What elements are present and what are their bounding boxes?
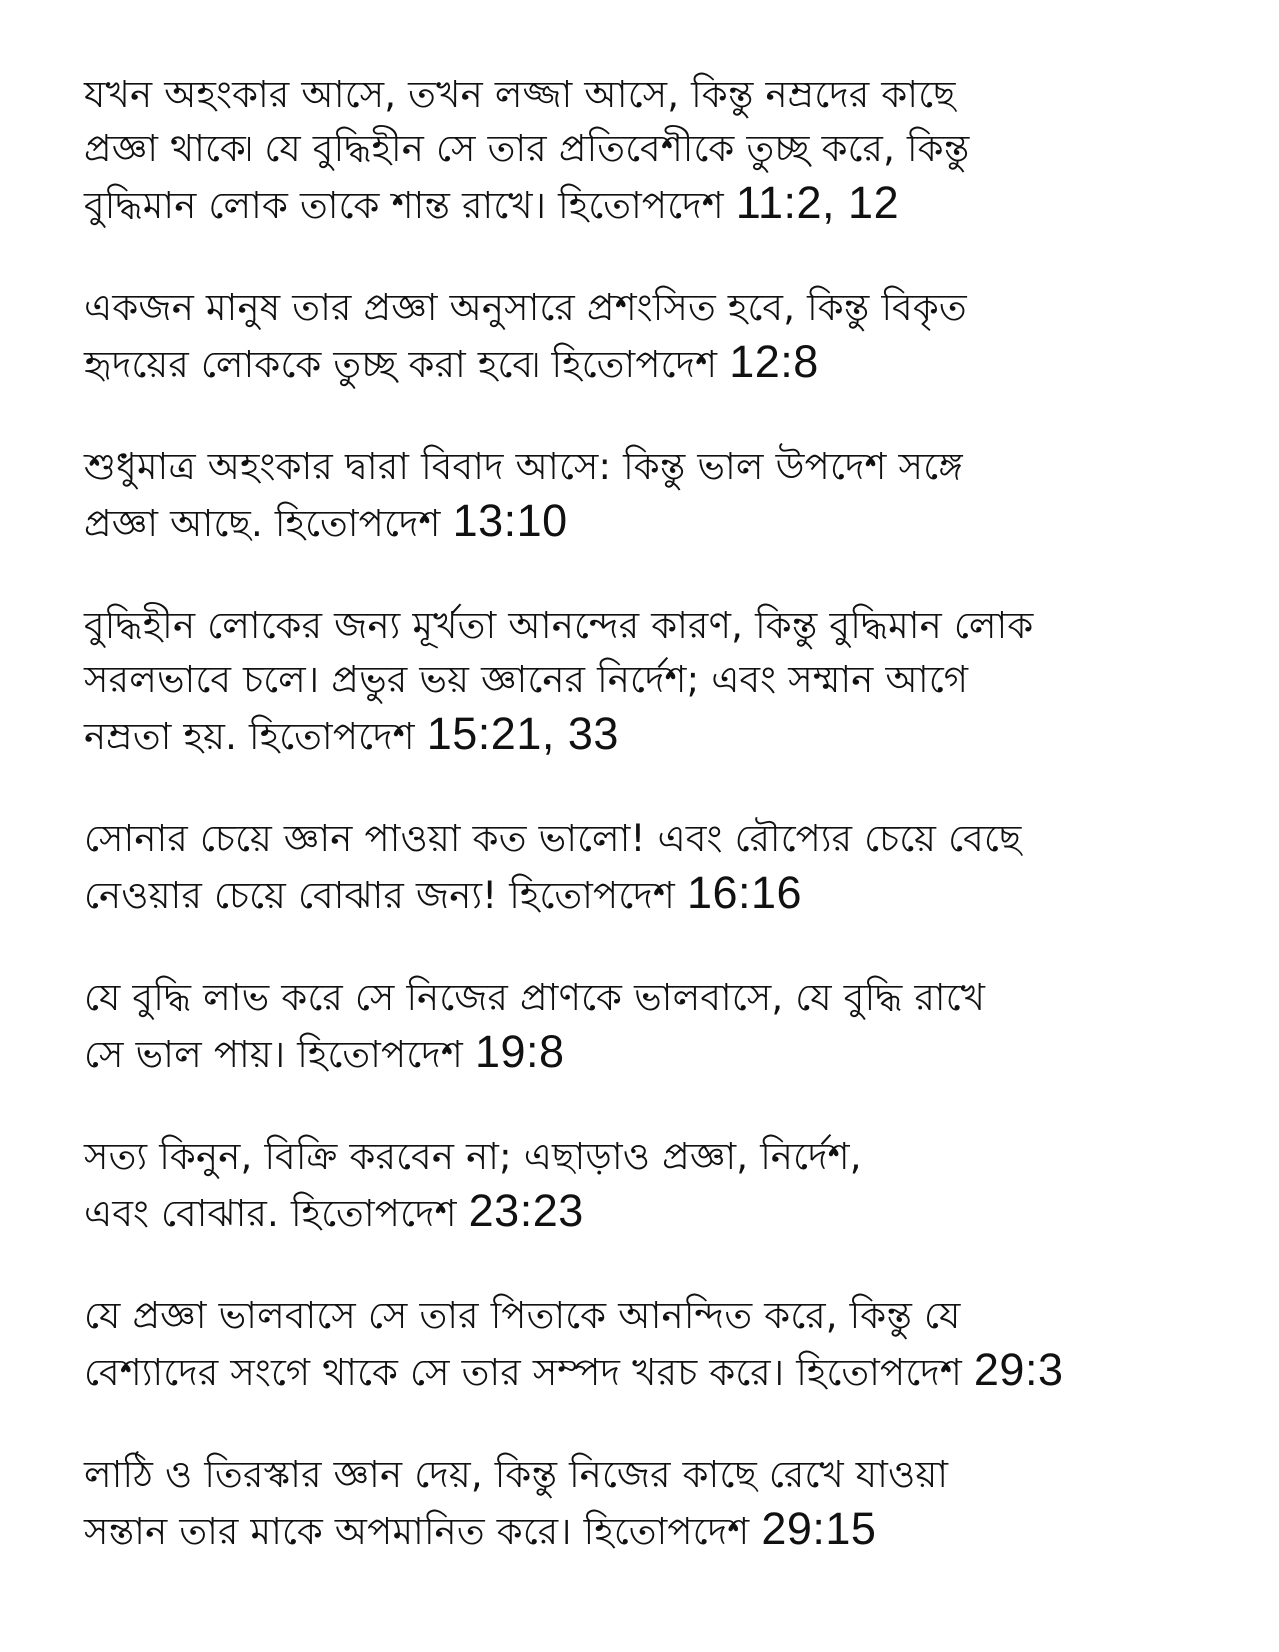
verse-line-with-ref <box>84 335 1224 392</box>
verse-line-with-ref <box>84 176 1224 233</box>
verse-text: বেশ্যাদের সংগে থাকে সে তার সম্পদ খরচ করে। হিতোপদেশ <box>84 1351 962 1394</box>
verse-line: যে বুদ্ধি লাভ করে সে নিজের প্রাণকে ভালবাসে, যে বুদ্ধি রাখে <box>84 976 986 1019</box>
verse-reference: 29:3 <box>973 1344 1064 1395</box>
verse-text: সন্তান তার মাকে অপমানিত করে। হিতোপদেশ <box>84 1510 750 1553</box>
verse-line: একজন মানুষ তার প্রজ্ঞা অনুসারে প্রশংসিত হবে, কিন্তু বিকৃত <box>84 286 967 329</box>
verse-reference: 23:23 <box>468 1185 584 1236</box>
verse-8 <box>84 1289 1224 1400</box>
verse-list <box>84 68 1224 1607</box>
verse-line: লাঠি ও তিরস্কার জ্ঞান দেয়, কিন্তু নিজের কাছে রেখে যাওয়া <box>84 1453 949 1496</box>
verse-reference: 15:21, 33 <box>426 708 619 759</box>
verse-text: হৃদয়ের লোককে তুচ্ছ করা হবে৷ হিতোপদেশ <box>84 343 718 386</box>
verse-line-with-ref <box>84 1025 1224 1082</box>
verse-text: এবং বোঝার. হিতোপদেশ <box>84 1192 457 1235</box>
verse-text: সে ভাল পায়। হিতোপদেশ <box>84 1033 463 1076</box>
verse-line: বুদ্ধিহীন লোকের জন্য মূর্খতা আনন্দের কারণ, কিন্তু বুদ্ধিমান লোক <box>84 604 1034 647</box>
verse-line-with-ref <box>84 866 1224 923</box>
verse-text: প্রজ্ঞা আছে. হিতোপদেশ <box>84 502 441 545</box>
verse-line: প্রজ্ঞা থাকে৷ যে বুদ্ধিহীন সে তার প্রতিবেশীকে তুচ্ছ করে, কিন্তু <box>84 127 970 170</box>
verse-2 <box>84 281 1224 392</box>
verse-1 <box>84 68 1224 233</box>
verse-7 <box>84 1130 1224 1241</box>
verse-line-with-ref <box>84 707 1224 764</box>
verse-line-with-ref <box>84 1184 1224 1241</box>
verse-line: সোনার চেয়ে জ্ঞান পাওয়া কত ভালো! এবং রৌপ্যের চেয়ে বেছে <box>84 817 1022 860</box>
verse-reference: 13:10 <box>452 495 568 546</box>
verse-reference: 29:15 <box>761 1503 877 1554</box>
verse-reference: 11:2, 12 <box>735 177 900 228</box>
verse-4 <box>84 599 1224 764</box>
verse-line-with-ref <box>84 494 1224 551</box>
verse-5 <box>84 812 1224 923</box>
verse-line: যে প্রজ্ঞা ভালবাসে সে তার পিতাকে আনন্দিত করে, কিন্তু যে <box>84 1294 961 1337</box>
verse-reference: 12:8 <box>729 336 819 387</box>
verse-text: বুদ্ধিমান লোক তাকে শান্ত রাখে। হিতোপদেশ <box>84 184 724 227</box>
verse-line: যখন অহংকার আসে, তখন লজ্জা আসে, কিন্তু নম্রদের কাছে <box>84 73 956 116</box>
verse-line: সত্য কিনুন, বিক্রি করবেন না; এছাড়াও প্রজ্ঞা, নির্দেশ, <box>84 1135 862 1178</box>
verse-line-with-ref <box>84 1343 1224 1400</box>
verse-line: সরলভাবে চলে। প্রভুর ভয় জ্ঞানের নির্দেশ; এবং সম্মান আগে <box>84 658 969 701</box>
verse-reference: 16:16 <box>686 867 803 918</box>
verse-3 <box>84 440 1224 551</box>
verse-text: নম্রতা হয়. হিতোপদেশ <box>84 715 415 758</box>
verse-reference: 19:8 <box>474 1026 565 1077</box>
verse-line: শুধুমাত্র অহংকার দ্বারা বিবাদ আসে: কিন্তু ভাল উপদেশ সঙ্গে <box>84 445 963 488</box>
verse-9 <box>84 1448 1224 1559</box>
verse-6 <box>84 971 1224 1082</box>
verse-text: নেওয়ার চেয়ে বোঝার জন্য! হিতোপদেশ <box>84 874 675 917</box>
verse-line-with-ref <box>84 1502 1224 1559</box>
